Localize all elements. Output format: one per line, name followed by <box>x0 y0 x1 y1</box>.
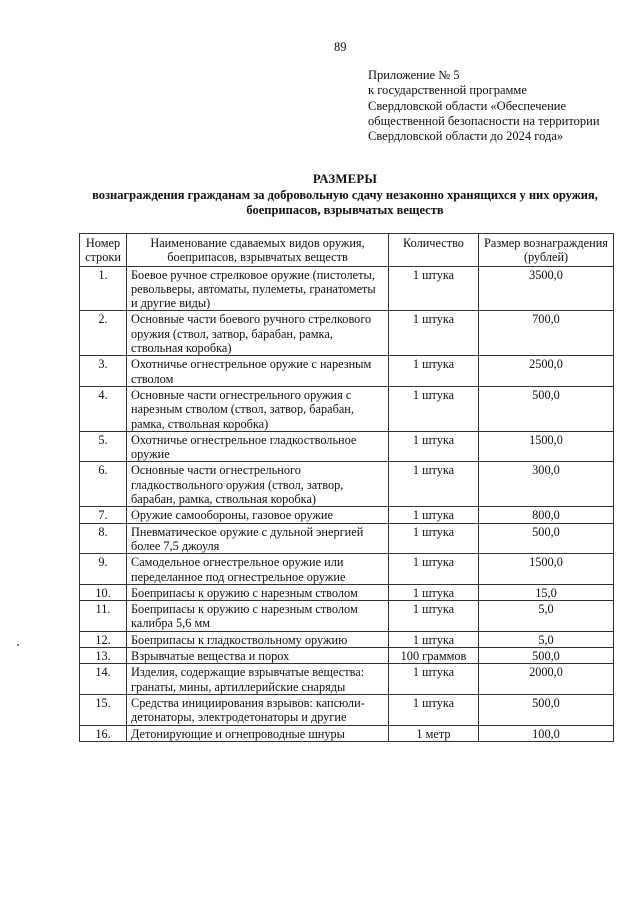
table-row <box>80 554 614 585</box>
appendix-line: Приложение № 5 <box>368 68 460 82</box>
header-name: Наименование сдаваемых видов оружия, боеприпасов, взрывчатых веществ <box>127 234 389 267</box>
cell-quantity: 100 граммов <box>389 648 479 664</box>
table-row <box>80 266 614 311</box>
header-number: Номер строки <box>80 234 127 267</box>
cell-name: Изделия, содержащие взрывчатые вещества: гранаты, мины, артиллерийские снаряды <box>127 664 389 695</box>
title-subtitle-line: вознаграждения гражданам за добровольную сдачу незаконно хранящихся у них оружия, <box>92 187 598 202</box>
cell-number: 13. <box>80 648 127 664</box>
cell-name: Самодельное огнестрельное оружие или переделанное под огнестрельное оружие <box>127 554 389 585</box>
appendix-line: Свердловской области «Обеспечение <box>368 98 567 113</box>
cell-number: 10. <box>80 584 127 600</box>
table-row <box>80 664 614 695</box>
cell-amount: 1500,0 <box>479 431 614 462</box>
cell-name: Пневматическое оружие с дульной энергией более 7,5 джоуля <box>127 523 389 554</box>
cell-amount: 500,0 <box>479 523 614 554</box>
cell-quantity: 1 штука <box>389 462 479 507</box>
cell-number: 16. <box>80 725 127 741</box>
title-main: РАЗМЕРЫ <box>312 172 378 186</box>
table-row <box>80 431 614 462</box>
cell-amount: 500,0 <box>479 648 614 664</box>
table-row <box>80 507 614 523</box>
cell-name: Основные части огнестрельного оружия с нарезным стволом (ствол, затвор, барабан, рамка, ствольная коробка) <box>127 386 389 431</box>
table-row <box>80 648 614 664</box>
appendix-reference <box>368 68 600 144</box>
cell-amount: 700,0 <box>479 311 614 356</box>
cell-number: 5. <box>80 431 127 462</box>
cell-quantity: 1 штука <box>389 664 479 695</box>
cell-amount: 3500,0 <box>479 266 614 311</box>
cell-name: Боеприпасы к оружию с нарезным стволом <box>127 584 389 600</box>
cell-number: 12. <box>80 631 127 647</box>
scan-artifact-dot <box>17 644 19 646</box>
table-header-row <box>80 234 614 267</box>
cell-name: Боеприпасы к гладкоствольному оружию <box>127 631 389 647</box>
cell-quantity: 1 штука <box>389 694 479 725</box>
cell-name: Средства инициирования взрывов: капсюли-детонаторы, электродетонаторы и другие <box>127 694 389 725</box>
cell-amount: 5,0 <box>479 601 614 632</box>
cell-quantity: 1 штука <box>389 311 479 356</box>
table-row <box>80 356 614 387</box>
table-row <box>80 694 614 725</box>
appendix-line: Свердловской области до 2024 года» <box>368 129 564 144</box>
cell-amount: 1500,0 <box>479 554 614 585</box>
page-number: 89 <box>334 40 347 54</box>
cell-number: 15. <box>80 694 127 725</box>
cell-amount: 2500,0 <box>479 356 614 387</box>
cell-amount: 15,0 <box>479 584 614 600</box>
table-row <box>80 725 614 741</box>
cell-number: 1. <box>80 266 127 311</box>
cell-quantity: 1 метр <box>389 725 479 741</box>
cell-quantity: 1 штука <box>389 386 479 431</box>
table-row <box>80 311 614 356</box>
title-subtitle-line: боеприпасов, взрывчатых веществ <box>246 203 444 217</box>
cell-quantity: 1 штука <box>389 507 479 523</box>
cell-number: 14. <box>80 664 127 695</box>
cell-number: 2. <box>80 311 127 356</box>
cell-quantity: 1 штука <box>389 266 479 311</box>
table-row <box>80 462 614 507</box>
appendix-line: к государственной программе <box>368 83 527 98</box>
table-row <box>80 631 614 647</box>
cell-amount: 100,0 <box>479 725 614 741</box>
appendix-line: общественной безопасности на территории <box>368 113 600 128</box>
header-amount: Размер вознаграждения (рублей) <box>479 234 614 267</box>
cell-name: Боевое ручное стрелковое оружие (пистолеты, револьверы, автоматы, пулеметы, гранатометы и другие виды) <box>127 266 389 311</box>
cell-amount: 2000,0 <box>479 664 614 695</box>
rewards-table <box>79 233 614 742</box>
cell-name: Взрывчатые вещества и порох <box>127 648 389 664</box>
cell-name: Основные части боевого ручного стрелкового оружия (ствол, затвор, барабан, рамка, ствольная коробка) <box>127 311 389 356</box>
cell-amount: 800,0 <box>479 507 614 523</box>
cell-number: 7. <box>80 507 127 523</box>
cell-quantity: 1 штука <box>389 631 479 647</box>
cell-quantity: 1 штука <box>389 431 479 462</box>
document-title <box>70 172 620 219</box>
cell-amount: 500,0 <box>479 694 614 725</box>
table-row <box>80 584 614 600</box>
cell-name: Оружие самообороны, газовое оружие <box>127 507 389 523</box>
cell-name: Охотничье огнестрельное оружие с нарезным стволом <box>127 356 389 387</box>
cell-quantity: 1 штука <box>389 584 479 600</box>
cell-quantity: 1 штука <box>389 356 479 387</box>
cell-number: 3. <box>80 356 127 387</box>
cell-amount: 5,0 <box>479 631 614 647</box>
table-row <box>80 523 614 554</box>
cell-number: 4. <box>80 386 127 431</box>
cell-amount: 300,0 <box>479 462 614 507</box>
cell-number: 11. <box>80 601 127 632</box>
table-row <box>80 386 614 431</box>
cell-name: Охотничье огнестрельное гладкоствольное оружие <box>127 431 389 462</box>
cell-number: 9. <box>80 554 127 585</box>
cell-number: 8. <box>80 523 127 554</box>
cell-number: 6. <box>80 462 127 507</box>
cell-quantity: 1 штука <box>389 554 479 585</box>
cell-quantity: 1 штука <box>389 523 479 554</box>
cell-name: Боеприпасы к оружию с нарезным стволом калибра 5,6 мм <box>127 601 389 632</box>
cell-quantity: 1 штука <box>389 601 479 632</box>
cell-amount: 500,0 <box>479 386 614 431</box>
cell-name: Детонирующие и огнепроводные шнуры <box>127 725 389 741</box>
table-row <box>80 601 614 632</box>
cell-name: Основные части огнестрельного гладкоствольного оружия (ствол, затвор, барабан, рамка, ствольная коробка) <box>127 462 389 507</box>
header-quantity: Количество <box>389 234 479 267</box>
